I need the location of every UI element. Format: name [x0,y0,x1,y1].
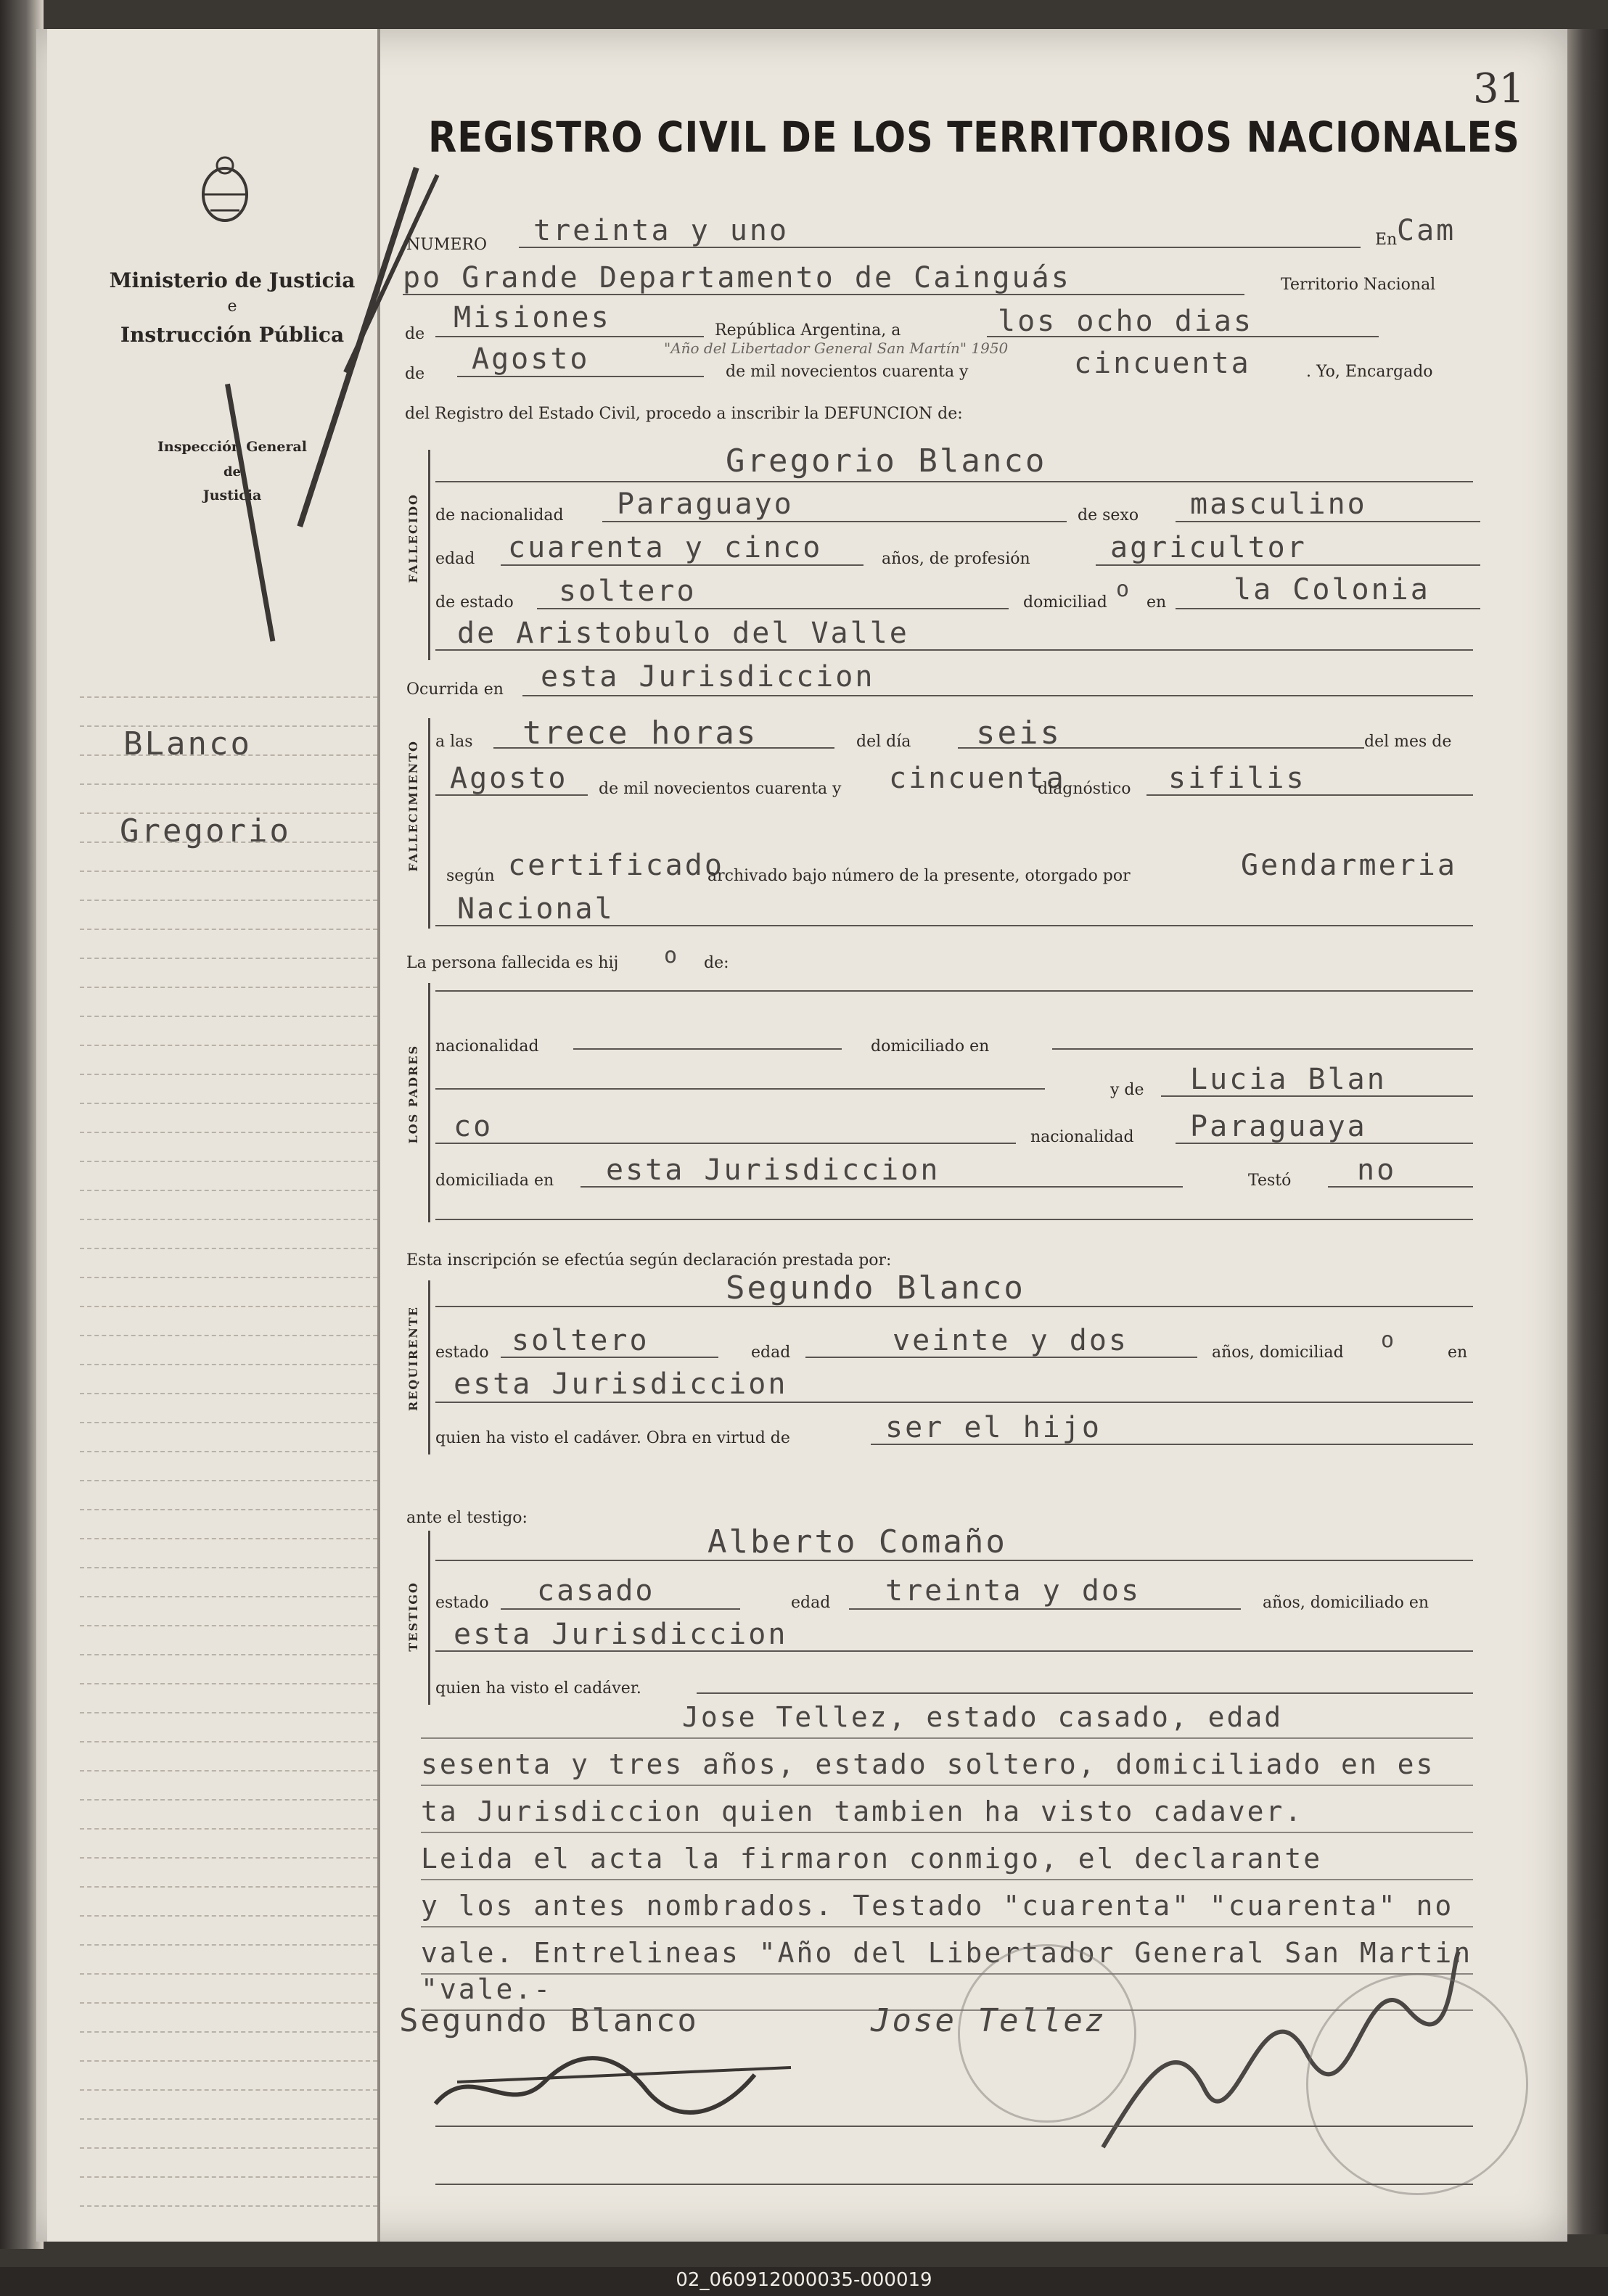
margin-rule [80,900,377,901]
margin-rule [80,2176,377,2178]
madre-line-b [435,1143,1016,1144]
requirente-anos-label: años, domiciliad [1212,1344,1344,1362]
padres-line-end [435,1219,1473,1220]
dia-line [958,747,1364,749]
observacion-line: "vale.- [421,1973,553,2005]
margin-rule [80,1132,377,1133]
fallecimiento-section-label: FALLECIMIENTO [406,740,420,872]
margin-rule [80,1915,377,1917]
signature-line-2 [435,2184,1473,2185]
testigo-estado-label: estado [435,1594,489,1612]
territorio-label: Territorio Nacional [1281,276,1436,294]
book-edge-right [1567,29,1608,2234]
requirente-domicilio-line [435,1402,1473,1403]
territory-value: Misiones [454,301,611,334]
testo-label: Testó [1248,1172,1292,1190]
testigo-estado-value: casado [537,1574,655,1608]
fallecido-name: Gregorio Blanco [726,443,1047,480]
requirente-virtud-value: ser el hijo [885,1411,1102,1444]
margin-rule [80,1103,377,1104]
ante-testigo-label: ante el testigo: [406,1509,528,1527]
padres-section-label: LOS PADRES [406,1045,420,1144]
footer-id: 02_060912000035-000019 [676,2269,932,2291]
padres-line-1 [435,990,1473,992]
ocurrida-label: Ocurrida en [406,680,504,699]
madre-name-a: Lucia Blan [1190,1063,1387,1096]
padres-line-2 [435,1088,1045,1090]
ministry-line2: e [227,297,237,316]
madre-nacionalidad-value: Paraguaya [1190,1110,1367,1143]
testigo-edad-line [849,1608,1241,1610]
hijo-label: La persona fallecida es hij [406,954,619,972]
requirente-domiciliado-suffix: o [1381,1328,1397,1353]
testigo-edad-value: treinta y dos [885,1574,1141,1608]
fallecido-section-label: FALLECIDO [406,493,420,583]
madre-name-b: co [454,1110,493,1143]
fallecido-en-label: en [1146,593,1167,612]
observacion-line: y los antes nombrados. Testado "cuarenta" "cuarenta" no [421,1890,1454,1922]
margin-rule [80,1248,377,1249]
declaracion-label: Esta inscripción se efectúa según declaración prestada por: [406,1251,892,1270]
fallecido-domiciliado-label: domiciliad [1023,593,1107,612]
padre-nacionalidad-label: nacionalidad [435,1037,539,1056]
place-value-a: Cam [1397,214,1456,247]
place-value-b: po Grande Departamento de Cainguás [403,261,1071,295]
segun-label: según [446,867,495,885]
y-de-label: y de [1110,1081,1144,1099]
margin-rule [80,1857,377,1859]
testigo-edad-label: edad [791,1594,831,1612]
ocurrida-line [522,695,1473,696]
signature-scrawl-1 [428,2038,834,2126]
testo-line [1328,1186,1473,1188]
margin-rule [80,1741,377,1742]
observacion-rule [421,1832,1473,1833]
del-mes-label: del mes de [1364,733,1452,751]
fallecido-domicilio-line-a [1176,608,1480,609]
fallecido-nacionalidad-line [602,521,1067,522]
margin-rule [80,2060,377,2062]
fallecido-nacionalidad-label: de nacionalidad [435,506,564,524]
observacion-rule [421,1737,1473,1739]
mes-line [435,794,588,796]
year-value: cincuenta [1074,347,1251,380]
fallecido-domicilio-b: de Aristobulo del Valle [457,617,909,650]
margin-rule [80,2147,377,2149]
ministry-line3: Instrucción Pública [120,323,345,347]
otorgado-value-b: Nacional [457,892,615,926]
margin-rule [80,1074,377,1075]
margin-rule [80,1654,377,1655]
signature-segundo-blanco: Segundo Blanco [399,2002,699,2039]
numero-value: treinta y uno [533,214,789,247]
margin-rule [80,1219,377,1220]
margin-rule [80,1335,377,1336]
requirente-cadaver-label: quien ha visto el cadáver. Obra en virtud de [435,1429,790,1447]
requirente-name: Segundo Blanco [726,1270,1025,1307]
observacion-rule [421,1926,1473,1927]
hora-line [493,747,834,749]
republica-label: República Argentina, a [715,321,901,340]
requirente-estado-line [501,1357,718,1358]
margin-rule [80,1451,377,1452]
observacion-rule [421,1879,1473,1880]
fallecido-sexo-label: de sexo [1078,506,1139,524]
diagnostico-line [1146,794,1473,796]
testigo-anos-label: años, domiciliado en [1263,1594,1429,1612]
fallecimiento-ano-value: cincuenta [889,762,1066,795]
margin-rule [80,696,377,698]
margin-rule [80,1016,377,1017]
madre-name-line [1161,1095,1473,1097]
margin-rule [80,1393,377,1394]
margin-rule [80,2205,377,2207]
margin-rule [80,871,377,872]
signature-line-1 [435,2126,1473,2127]
requirente-edad-value: veinte y dos [893,1324,1128,1357]
otorgado-line [435,925,1473,926]
margin-rule [80,1480,377,1481]
observacion-line: sesenta y tres años, estado soltero, domiciliado en es [421,1748,1435,1780]
padres-bracket [428,983,430,1222]
testigo-cadaver-line [697,1692,1473,1694]
official-stamp-1 [958,1944,1136,2123]
testigo-estado-line [501,1608,740,1610]
margin-rule [80,987,377,988]
margin-rule [80,958,377,959]
diagnostico-value: sifilis [1168,762,1306,795]
del-dia-label: del día [856,733,911,751]
margin-rule [80,1422,377,1423]
numero-line [519,247,1361,248]
a-las-label: a las [435,733,473,751]
margin-rule [80,1828,377,1830]
diagnostico-label: diagnóstico [1038,780,1131,798]
yo-label: . Yo, Encargado [1306,363,1433,381]
requirente-domicilio-value: esta Jurisdiccion [454,1367,788,1401]
margin-rule [80,2002,377,2004]
margin-rule [80,1944,377,1946]
margin-rule [80,1306,377,1307]
margin-rule [80,1799,377,1801]
mes-value: Agosto [450,762,568,795]
coat-of-arms-icon [196,152,254,225]
testigo-name: Alberto Comaño [707,1523,1007,1560]
madre-nacionalidad-label: nacionalidad [1030,1128,1134,1146]
margin-given-name: Gregorio [120,812,291,849]
page-number: 31 [1473,65,1525,112]
margin-rule [80,1364,377,1365]
otorgado-value-a: Gendarmeria [1241,849,1457,882]
fallecido-estado-value: soltero [559,575,697,608]
fallecido-edad-label: edad [435,550,475,568]
signature-jose-tellez: Jose Tellez [871,2002,1107,2039]
madre-domicilio-line [581,1186,1183,1188]
margin-rule [80,1567,377,1568]
hijo-suffix: o [664,943,680,968]
hora-value: trece horas [522,715,758,752]
margin-rule [80,2118,377,2120]
padre-nacionalidad-line [573,1048,842,1050]
margin-rule [80,2089,377,2091]
official-stamp-2 [1306,1973,1528,2195]
testigo-cadaver-label: quien ha visto el cadáver. [435,1679,641,1698]
fallecido-profesion-line [1096,564,1480,566]
observacion-line: ta Jurisdiccion quien tambien ha visto cadaver. [421,1795,1304,1827]
margin-rule [80,1161,377,1162]
testigo-domicilio-value: esta Jurisdiccion [454,1618,788,1651]
ministry-sub1: Inspección General [157,439,307,455]
margin-rule [80,1596,377,1597]
fallecido-estado-line [537,608,1009,609]
ministry-sub3: Justicia [202,487,262,503]
fallecido-anos-label: años, de profesión [882,550,1030,568]
date-day-value: los ocho dias [998,305,1254,338]
madre-nacionalidad-line [1176,1143,1473,1144]
fallecido-domicilio-line-b [435,649,1473,651]
interline-note: "Año del Libertador General San Martín" 1950 [664,340,1009,357]
testigo-bracket [428,1531,430,1705]
de-label-2: de [405,365,425,383]
observacion-rule [421,1785,1473,1786]
margin-rule [80,1770,377,1772]
madre-domicilio-value: esta Jurisdiccion [606,1153,940,1187]
fallecido-domiciliado-suffix: o [1116,577,1132,602]
fallecido-sexo-line [1176,521,1480,522]
fallecimiento-bracket [428,718,430,929]
margin-rule [80,1190,377,1191]
testigo-domicilio-line [435,1650,1473,1652]
page-title: REGISTRO CIVIL DE LOS TERRITORIOS NACIONALES [428,112,1520,162]
margin-rule [80,1509,377,1510]
requirente-name-line [435,1306,1473,1307]
requirente-section-label: REQUIRENTE [406,1306,420,1412]
fallecido-profesion-value: agricultor [1110,531,1307,564]
requirente-estado-label: estado [435,1344,489,1362]
registro-label: del Registro del Estado Civil, procedo a inscribir la DEFUNCION de: [405,405,963,423]
date-day-line [987,336,1379,337]
padre-domiciliado-label: domiciliado en [871,1037,990,1056]
mil-label: de mil novecientos cuarenta y [726,363,969,381]
month-value: Agosto [472,342,590,376]
margin-rule [80,929,377,930]
fallecido-estado-label: de estado [435,593,514,612]
fallecimiento-mil-label: de mil novecientos cuarenta y [599,780,842,798]
fallecido-edad-line [501,564,864,566]
territory-line [435,336,704,337]
fallecido-sexo-value: masculino [1190,487,1367,521]
segun-value: certificado [508,849,724,882]
de-label: de [405,325,425,343]
requirente-edad-label: edad [751,1344,791,1362]
fallecido-name-line [435,481,1473,482]
testo-value: no [1357,1153,1397,1187]
month-line [457,376,704,377]
padre-domicilio-line [1052,1048,1473,1050]
margin-surname: BLanco [123,725,252,762]
margin-rule [80,1538,377,1539]
requirente-virtud-line [871,1444,1473,1445]
margin-rule [80,1045,377,1046]
margin-rule [80,1683,377,1684]
fallecido-nacionalidad-value: Paraguayo [617,487,794,521]
ocurrida-value: esta Jurisdiccion [541,660,875,694]
padres-de-label: de: [704,954,729,972]
observacion-line: vale. Entrelineas "Año del Libertador General San Martin [421,1937,1473,1969]
requirente-estado-value: soltero [512,1324,649,1357]
margin-column [47,29,380,2242]
numero-label: NUMERO [406,236,487,254]
dia-value: seis [976,715,1062,752]
fallecido-edad-value: cuarenta y cinco [508,531,823,564]
requirente-edad-line [805,1357,1197,1358]
fallecido-domicilio-a: la Colonia [1234,573,1430,606]
margin-rule [80,1886,377,1888]
observacion-line: Leida el acta la firmaron conmigo, el declarante [421,1843,1323,1875]
en-label: En [1375,231,1398,249]
margin-rule [80,2031,377,2033]
fallecido-bracket [428,450,430,660]
observacion-line: Jose Tellez, estado casado, edad [682,1701,1284,1733]
archivado-label: archivado bajo número de la presente, otorgado por [707,867,1131,885]
madre-domiciliada-label: domiciliada en [435,1172,554,1190]
requirente-bracket [428,1280,430,1454]
place-line [403,294,1244,295]
margin-rule [80,1973,377,1975]
requirente-en-label: en [1448,1344,1468,1362]
margin-rule [80,1712,377,1713]
testigo-name-line [435,1560,1473,1561]
ministry-line1: Ministerio de Justicia [109,268,356,292]
margin-rule [80,1277,377,1278]
margin-rule [80,1625,377,1626]
ministry-sub2: de [223,464,242,480]
margin-rule [80,783,377,785]
testigo-section-label: TESTIGO [406,1581,420,1652]
